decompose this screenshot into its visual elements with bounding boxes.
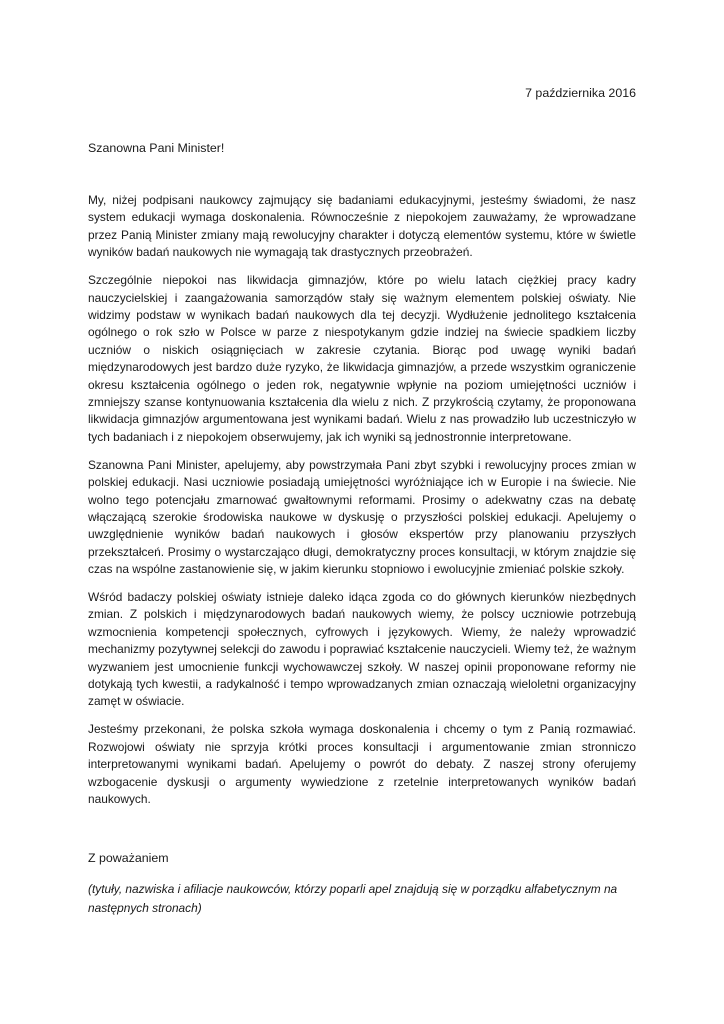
signatories-note: (tytuły, nazwiska i afiliacje naukowców, którzy poparli apel znajdują się w porządku alfabetycznym na następnych stronach) xyxy=(88,882,618,915)
paragraph-conclusion: Jesteśmy przekonani, że polska szkoła wymaga doskonalenia i chcemy o tym z Panią rozmawiać. Rozwojowi oświaty nie sprzyja krótki proces konsultacji i argumentowanie zmian stronniczo interpretowanymi wynikami badań. Apelujemy o powrót do debaty. Z naszej strony oferujemy wzbogacenie dyskusji o argumenty wywiedzione z rzetelnie interpretowanych wyników badań naukowych. xyxy=(88,722,636,806)
paragraph-gymnasium-concerns: Szczególnie niepokoi nas likwidacja gimnazjów, które po wielu latach ciężkiej pracy kadry nauczycielskiej i zaangażowania samorządów stały się ważnym elementem polskiej oświaty. Nie widzimy podstaw w wynikach badań naukowych dla tej decyzji. Wydłużenie jednolitego kształcenia ogólnego o rok szło w Polsce w parze z niespotykanym gdzie indziej na świecie spadkiem liczby uczniów o niskich osiągnięciach w zakresie czytania. Biorąc pod uwagę wyniki badań międzynarodowych jest bardzo duże ryzyko, że likwidacja gimnazjów, a przede wszystkim ograniczenie okresu kształcenia ogólnego o jeden rok, negatywnie wpłynie na poziom umiejętności uczniów i zmniejszy szanse kontynuowania kształcenia dla wielu z nich. Z przykrością czytamy, że proponowana likwidacja gimnazjów argumentowana jest wynikami badań. Wielu z nas prowadziło lub uczestniczyło w tych badaniach i z niepokojem obserwujemy, jak ich wyniki są jednostronnie interpretowane. xyxy=(88,273,636,444)
paragraph-research-consensus: Wśród badaczy polskiej oświaty istnieje daleko idąca zgoda co do głównych kierunków niezbędnych zmian. Z polskich i międzynarodowych badań naukowych wiemy, że polscy uczniowie potrzebują wzmocnienia kompetencji społecznych, cyfrowych i językowych. Wiemy, że należy wprowadzić mechanizmy pozytywnej selekcji do zawodu i poprawiać kształcenie nauczycieli. Wiemy też, że ważnym wyzwaniem jest umocnienie funkcji wychowawczej szkoły. W naszej opinii proponowane reformy nie dotykają tych kwestii, a radykalność i tempo wprowadzanych zmian oznaczają wieloletni organizacyjny zamęt w oświacie. xyxy=(88,590,636,709)
paragraph-intro: My, niżej podpisani naukowcy zajmujący się badaniami edukacyjnymi, jesteśmy świadomi, że nasz system edukacji wymaga doskonalenia. Równocześnie z niepokojem zauważamy, że wprowadzane przez Panią Minister zmiany mają rewolucyjny charakter i dotyczą elementów systemu, które w świetle wyników badań naukowych nie wymagają tak drastycznych przeobrażeń. xyxy=(88,193,636,260)
salutation: Szanowna Pani Minister! xyxy=(88,141,225,155)
paragraph-appeal: Szanowna Pani Minister, apelujemy, aby powstrzymała Pani zbyt szybki i rewolucyjny proces zmian w polskiej edukacji. Nasi uczniowie posiadają umiejętności wyróżniające ich w Europie i na świecie. Nie wolno tego potencjału zmarnować gwałtownymi reformami. Prosimy o adekwatny czas na debatę włączającą szerokie środowiska naukowe w dyskusję o przyszłości polskiej edukacji. Apelujemy o uwzględnienie wyników badań naukowych i głosów ekspertów przy planowaniu przyszłych przekształceń. Prosimy o wystarczająco długi, demokratyczny proces konsultacji, w którym znajdzie się czas na wspólne zastanowienie się, w jakim kierunku stopniowo i ewolucyjnie zmieniać polskie szkoły. xyxy=(88,457,636,577)
letter-body xyxy=(88,192,636,819)
letter-date: 7 października 2016 xyxy=(525,86,636,100)
closing: Z poważaniem xyxy=(88,851,169,865)
